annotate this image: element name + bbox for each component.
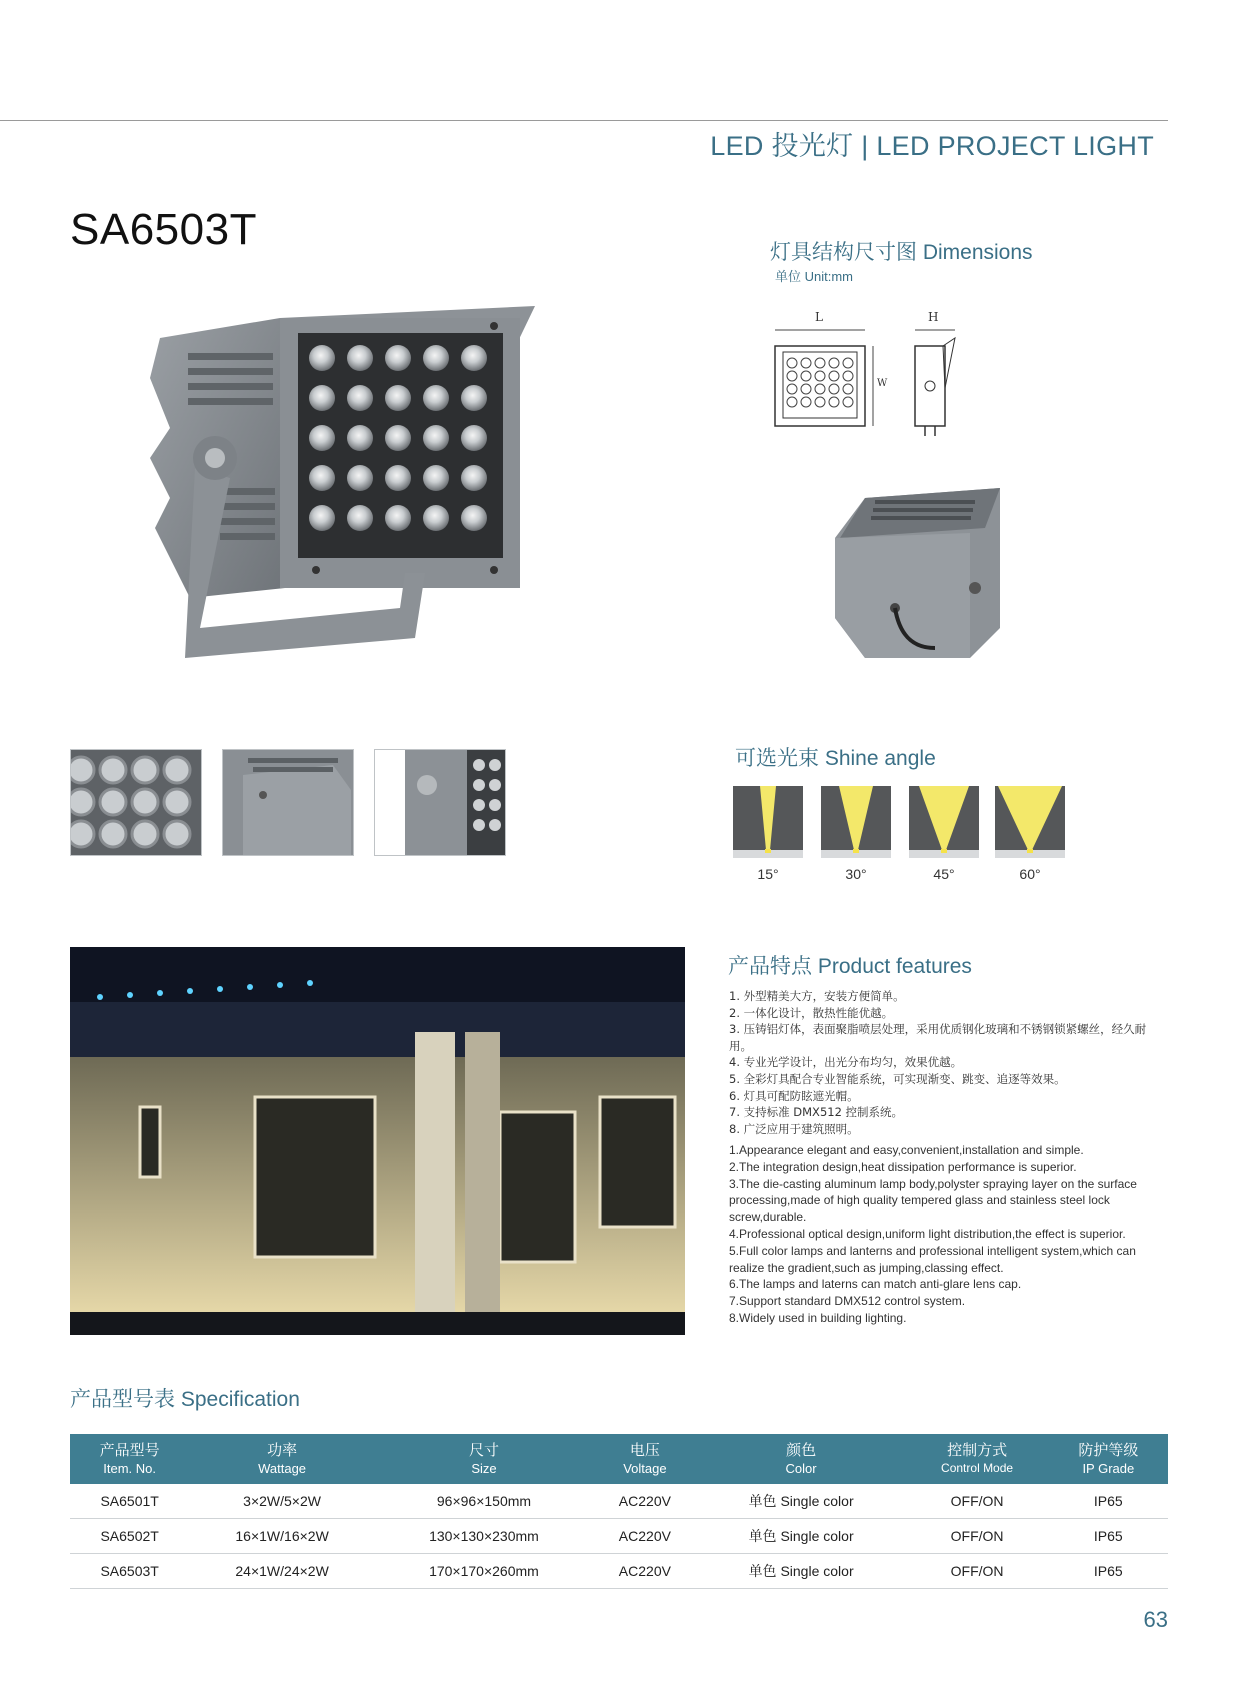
cell-size: 130×130×230mm [375,1519,593,1554]
product-photo [140,298,540,698]
rear-render-image [825,478,1010,678]
header-cn: 电压 [629,1442,660,1459]
cell-size: 96×96×150mm [375,1484,593,1519]
dimensions-title: 灯具结构尺寸图 Dimensions [770,241,1033,264]
cell-item: SA6502T [70,1519,189,1554]
feature-en-item: 3.The die-casting aluminum lamp body,polyster spraying layer on the surface processing,made of high quality tempered glass and stainless steel lock screw,durable. [729,1176,1137,1225]
cell-control: OFF/ON [905,1519,1048,1554]
feature-en-item: 2.The integration design,heat dissipation performance is superior. [729,1159,1077,1174]
dimension-line-drawing [765,308,975,438]
spec-header-control [905,1434,1048,1484]
cell-item: SA6501T [70,1484,189,1519]
spec-header-voltage [593,1434,697,1484]
header-cn: 尺寸 [468,1442,499,1459]
header-en: Size [471,1461,497,1476]
table-row [70,1519,1168,1554]
beam-label-45: 45° [933,866,955,882]
dimension-drawing [765,308,975,438]
feature-cn-item: 1. 外型精美大方，安装方便简单。 [729,989,905,1003]
dimension-label-l: L [815,310,823,324]
feature-en-item: 8.Widely used in building lighting. [729,1310,907,1325]
feature-en-item: 5.Full color lamps and lanterns and professional intelligent system,which can realize the gradient,such as jumping,classing effect. [729,1243,1136,1275]
feature-cn-item: 6. 灯具可配防眩遮光帽。 [729,1088,859,1103]
dimension-label-w: W [877,378,888,389]
feature-en-item: 6.The lamps and laterns can match anti-glare lens cap. [729,1277,1022,1292]
cell-ip: IP65 [1049,1554,1168,1589]
cell-wattage: 3×2W/5×2W [189,1484,375,1519]
header-en: Item. No. [103,1461,157,1476]
thumbnail-led-closeup [70,749,202,856]
thumbnail-side-view [374,749,506,856]
feature-cn-item: 4. 专业光学设计，出光分布均匀，效果优越。 [729,1055,963,1070]
spec-header-color [697,1434,906,1484]
cell-voltage: AC220V [593,1484,697,1519]
spec-header-item [70,1434,189,1484]
cell-color: 单色 Single color [697,1554,906,1589]
features-title: 产品特点 Product features [728,955,972,978]
cell-control: OFF/ON [905,1484,1048,1519]
shine-angle-title: 可选光束 Shine angle [735,747,936,770]
cell-color: 单色 Single color [697,1484,906,1519]
dimension-label-h: H [928,310,939,324]
page-header-title: LED 投光灯 | LED PROJECT LIGHT [710,131,1154,161]
beam-label-15: 15° [757,866,779,882]
floodlight-illustration [140,298,540,698]
spec-header-size [375,1434,593,1484]
cell-wattage: 24×1W/24×2W [189,1554,375,1589]
beam-45 [909,786,979,858]
header-cn: 产品型号 [99,1442,160,1459]
cell-item: SA6503T [70,1554,189,1589]
beam-label-30: 30° [845,866,867,882]
product-model-title: SA6503T [70,205,257,254]
installation-scene-photo [70,947,685,1335]
top-rule [0,120,1168,121]
header-en: Control Mode [941,1461,1014,1475]
beam-15-icon [733,786,803,858]
header-en: Voltage [623,1461,667,1476]
header-en: IP Grade [1082,1461,1135,1476]
spec-header-wattage [189,1434,375,1484]
header-cn: 颜色 [786,1442,817,1459]
beam-30 [821,786,891,858]
feature-cn-item: 7. 支持标准 DMX512 控制系统。 [729,1105,904,1120]
feature-en-item: 1.Appearance elegant and easy,convenient,installation and simple. [729,1143,1084,1157]
cell-ip: IP65 [1049,1484,1168,1519]
beam-label-60: 60° [1019,866,1041,882]
beam-15 [733,786,803,858]
feature-cn-item: 3. 压铸铝灯体，表面聚脂喷层处理，采用优质钢化玻璃和不锈钢锁紧螺丝，经久耐用。 [729,1022,1147,1053]
cell-voltage: AC220V [593,1554,697,1589]
cell-wattage: 16×1W/16×2W [189,1519,375,1554]
feature-en-item: 7.Support standard DMX512 control system. [729,1294,966,1309]
cell-voltage: AC220V [593,1519,697,1554]
cell-control: OFF/ON [905,1554,1048,1589]
cell-ip: IP65 [1049,1519,1168,1554]
rear-view-image [223,750,353,855]
page-number: 63 [1143,1607,1168,1632]
header-en: Color [785,1461,817,1476]
beam-45-icon [909,786,979,858]
feature-en-item: 4.Professional optical design,uniform light distribution,the effect is superior. [729,1226,1126,1241]
dimensions-unit: 单位 Unit:mm [775,269,854,284]
building-night-scene [70,947,685,1335]
beam-60-icon [995,786,1065,858]
table-row [70,1484,1168,1519]
feature-cn-item: 2. 一体化设计，散热性能优越。 [729,1005,894,1020]
spec-title: 产品型号表 Specification [70,1388,300,1411]
features-list-en [729,1142,1149,1327]
table-row [70,1554,1168,1589]
feature-cn-item: 5. 全彩灯具配合专业智能系统，可实现渐变、跳变、追逐等效果。 [729,1071,1066,1086]
features-list-cn [729,988,1149,1137]
header-cn: 防护等级 [1078,1442,1139,1459]
side-view-image [375,750,505,855]
cell-color: 单色 Single color [697,1519,906,1554]
feature-cn-item: 8. 广泛应用于建筑照明。 [729,1121,859,1136]
beam-30-icon [821,786,891,858]
spec-header-ip [1049,1434,1168,1484]
header-cn: 控制方式 [947,1442,1008,1459]
thumbnail-rear-view [222,749,354,856]
led-closeup-image [71,750,201,855]
cell-size: 170×170×260mm [375,1554,593,1589]
header-en: Wattage [258,1461,307,1476]
header-cn: 功率 [267,1442,298,1459]
beam-60 [995,786,1065,858]
spec-table [70,1434,1168,1589]
spec-header-row [70,1434,1168,1484]
product-rear-render [825,478,1010,678]
